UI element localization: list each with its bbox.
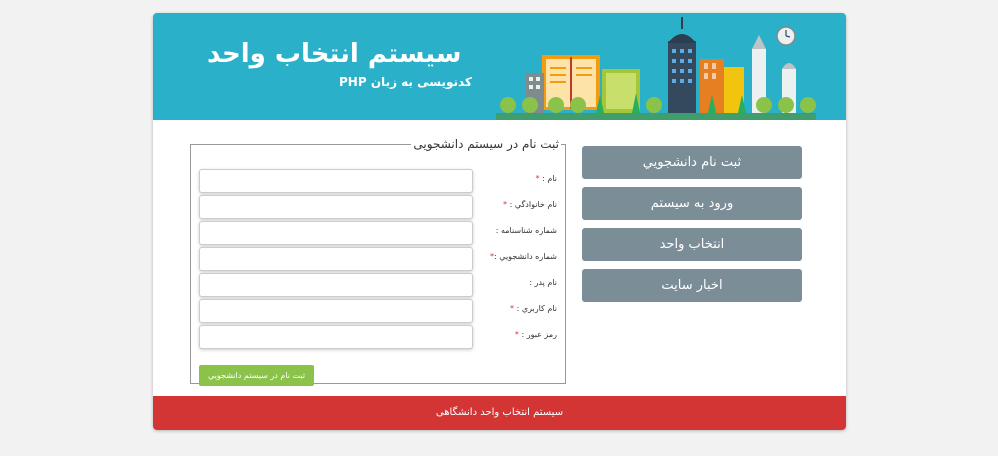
menu-item-course-selection[interactable]: انتخاب واحد — [582, 228, 802, 261]
form-row-last-name — [199, 195, 565, 219]
field-label: نام پدر : — [529, 278, 557, 287]
password-input[interactable] — [199, 325, 473, 349]
form-legend: ثبت نام در سیستم دانشجویی — [413, 137, 559, 151]
field-label: نام خانوادگي : — [507, 200, 557, 209]
field-label: نام : — [539, 174, 557, 183]
father-name-input[interactable] — [199, 273, 473, 297]
registration-form — [190, 137, 566, 384]
page-card — [153, 13, 846, 430]
field-label: شماره شناسنامه : — [495, 226, 557, 235]
side-menu — [582, 146, 802, 310]
required-mark: * — [514, 330, 519, 339]
menu-item-site-news[interactable]: اخبار سایت — [582, 269, 802, 302]
password-label — [515, 330, 557, 339]
field-label: نام کاربري : — [514, 304, 557, 313]
student-number-input[interactable] — [199, 247, 473, 271]
id-number-label — [496, 226, 557, 235]
required-mark: * — [503, 200, 508, 209]
form-row-password — [199, 325, 565, 349]
username-label — [510, 304, 557, 313]
required-mark: * — [490, 252, 495, 261]
site-title: سیستم انتخاب واحد — [207, 39, 462, 69]
father-name-label — [529, 278, 557, 287]
register-submit-button[interactable]: ثبت نام در سیستم دانشجويي — [199, 365, 314, 386]
first-name-input[interactable] — [199, 169, 473, 193]
student-number-label — [490, 252, 557, 261]
last-name-input[interactable] — [199, 195, 473, 219]
field-label: رمز عبور : — [518, 330, 557, 339]
header-banner — [153, 13, 846, 120]
required-mark: * — [510, 304, 515, 313]
first-name-label — [536, 174, 557, 183]
footer — [153, 396, 846, 430]
form-row-student-number — [199, 247, 565, 271]
last-name-label — [503, 200, 557, 209]
required-mark: * — [535, 174, 540, 183]
form-row-id-number — [199, 221, 565, 245]
username-input[interactable] — [199, 299, 473, 323]
city-illustration-icon — [496, 13, 816, 120]
form-row-father-name — [199, 273, 565, 297]
site-subtitle: کدنویسی به زبان PHP — [339, 75, 472, 89]
id-number-input[interactable] — [199, 221, 473, 245]
form-row-first-name — [199, 169, 565, 193]
form-row-username — [199, 299, 565, 323]
field-label: شماره دانشجويي : — [494, 252, 557, 261]
menu-item-login[interactable]: ورود به سیستم — [582, 187, 802, 220]
footer-text: سیستم انتخاب واحد دانشگاهی — [435, 407, 564, 418]
menu-item-student-registration[interactable]: ثبت نام دانشجويي — [582, 146, 802, 179]
